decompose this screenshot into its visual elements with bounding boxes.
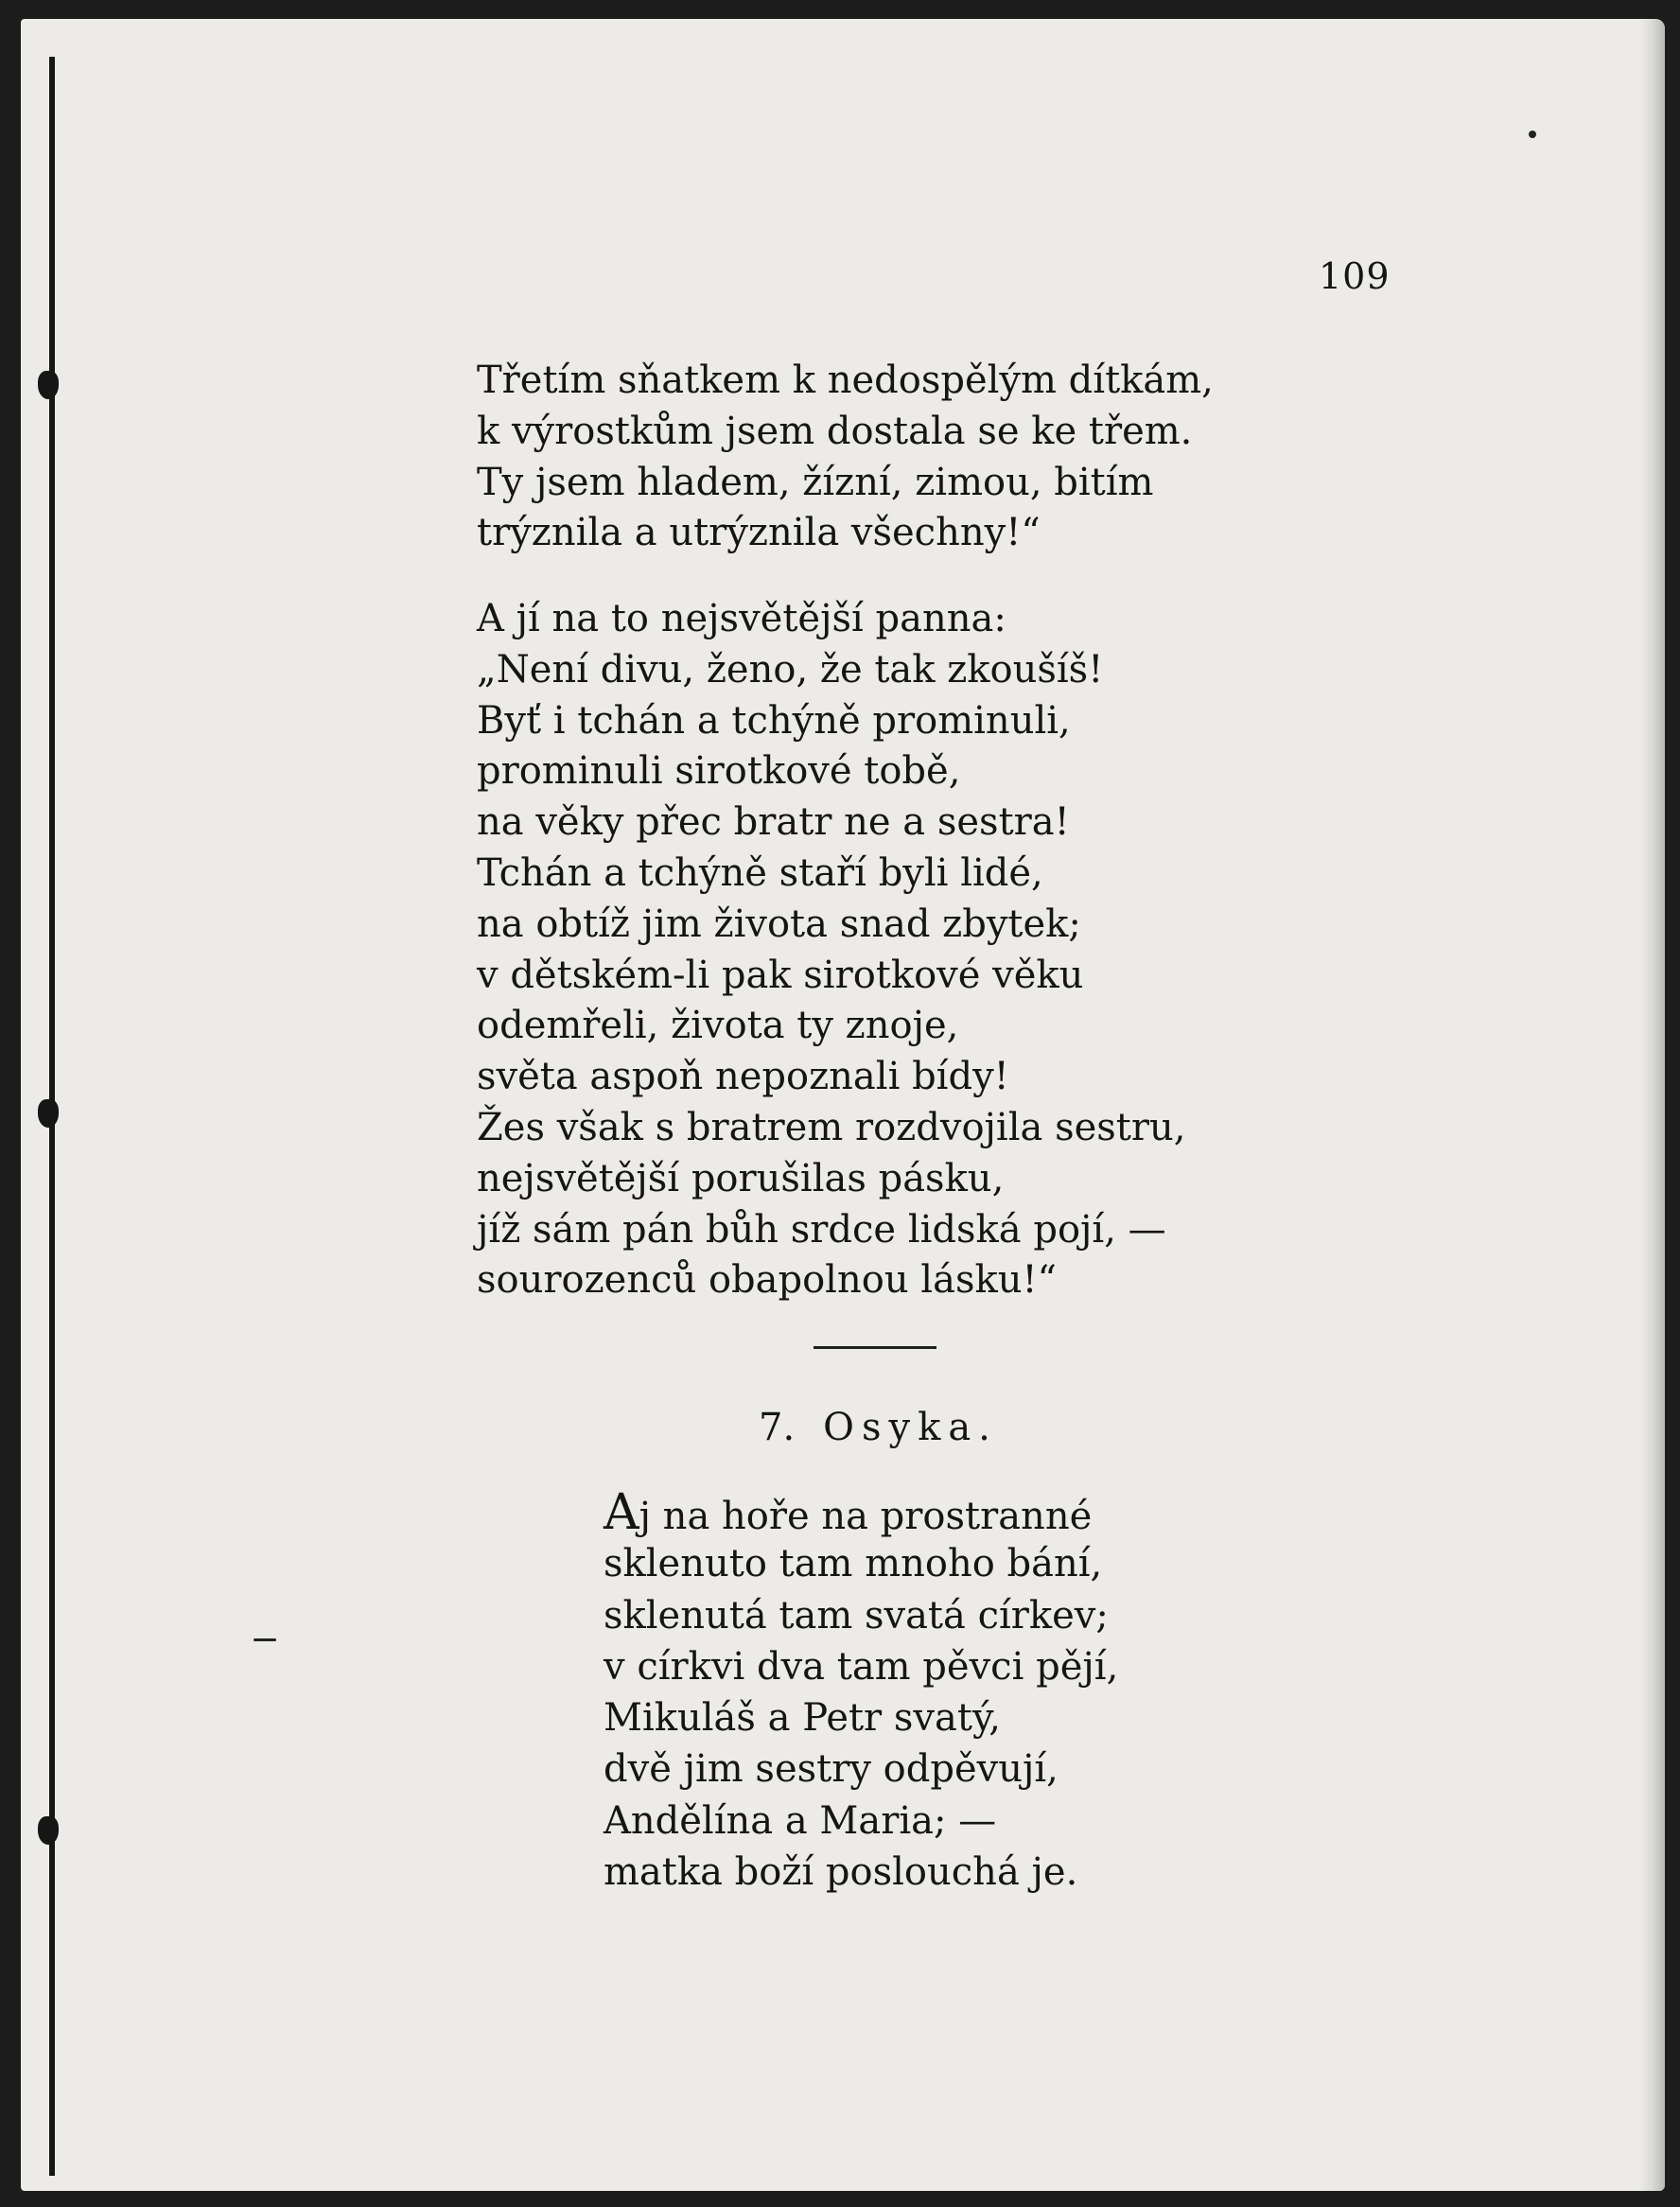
- verse-line: Byť i tchán a tchýně prominuli,: [477, 698, 1071, 743]
- verse-line: Tchán a tchýně staří byli lidé,: [477, 850, 1043, 895]
- page-number: 109: [1319, 255, 1391, 297]
- binding-stitch-mark: [38, 1816, 59, 1845]
- book-page: [21, 19, 1665, 2191]
- ink-speck: [1529, 131, 1536, 138]
- drop-initial: A: [604, 1484, 639, 1541]
- verse-line: [604, 1484, 1118, 1541]
- verse-line: sourozenců obapolnou lásku!“: [477, 1258, 1057, 1303]
- verse-line: Žes však s bratrem rozdvojila sestru,: [477, 1105, 1186, 1149]
- verse-line: Andělína a Maria; —: [604, 1798, 997, 1843]
- section-heading: [759, 1406, 998, 1449]
- verse-line: matka boží poslouchá je.: [604, 1850, 1078, 1895]
- verse-line: k výrostkům jsem dostala se ke třem.: [477, 409, 1193, 453]
- verse-line: na obtíž jim života snad zbytek;: [477, 902, 1081, 946]
- binding-stitch-mark: [38, 371, 59, 399]
- verse-line: A jí na to nejsvětější panna:: [477, 597, 1006, 640]
- verse-line: v církvi dva tam pěvci pějí,: [604, 1644, 1119, 1689]
- stanza-1: [477, 356, 1214, 559]
- verse-line-rest: j na hoře na prostranné: [639, 1495, 1093, 1538]
- verse-line: odemřeli, života ty znoje,: [477, 1004, 959, 1048]
- section-separator: [814, 1346, 936, 1349]
- verse-line: Ty jsem hladem, žízní, zimou, bitím: [477, 460, 1154, 504]
- section-title: Osyka.: [823, 1406, 998, 1449]
- verse-line: trýznila a utrýznila všechny!“: [477, 511, 1041, 555]
- verse-line: Třetím sňatkem k nedospělým dítkám,: [477, 359, 1214, 402]
- verse-line: „Není divu, ženo, že tak zkoušíš!: [477, 647, 1104, 692]
- binding-stitch-mark: [38, 1099, 59, 1128]
- verse-line: sklenuto tam mnoho bání,: [604, 1542, 1103, 1586]
- verse-line: jíž sám pán bůh srdce lidská pojí, —: [477, 1207, 1166, 1252]
- ink-speck: [254, 1638, 276, 1641]
- verse-line: světa aspoň nepoznali bídy!: [477, 1055, 1009, 1099]
- stanza-2: [477, 594, 1185, 1306]
- verse-line: dvě jim sestry odpěvují,: [604, 1747, 1059, 1792]
- verse-line: sklenutá tam svatá církev;: [604, 1593, 1109, 1638]
- verse-line: v dětském-li pak sirotkové věku: [477, 953, 1084, 997]
- verse-line: nejsvětější porušilas pásku,: [477, 1156, 1005, 1200]
- verse-line: Mikuláš a Petr svatý,: [604, 1696, 1001, 1741]
- section-number: 7.: [759, 1406, 796, 1449]
- page-edge-shadow: [1640, 19, 1665, 2191]
- verse-line: na věky přec bratr ne a sestra!: [477, 800, 1070, 845]
- poem-osyka: [604, 1484, 1119, 1898]
- verse-line: prominuli sirotkové tobě,: [477, 749, 961, 794]
